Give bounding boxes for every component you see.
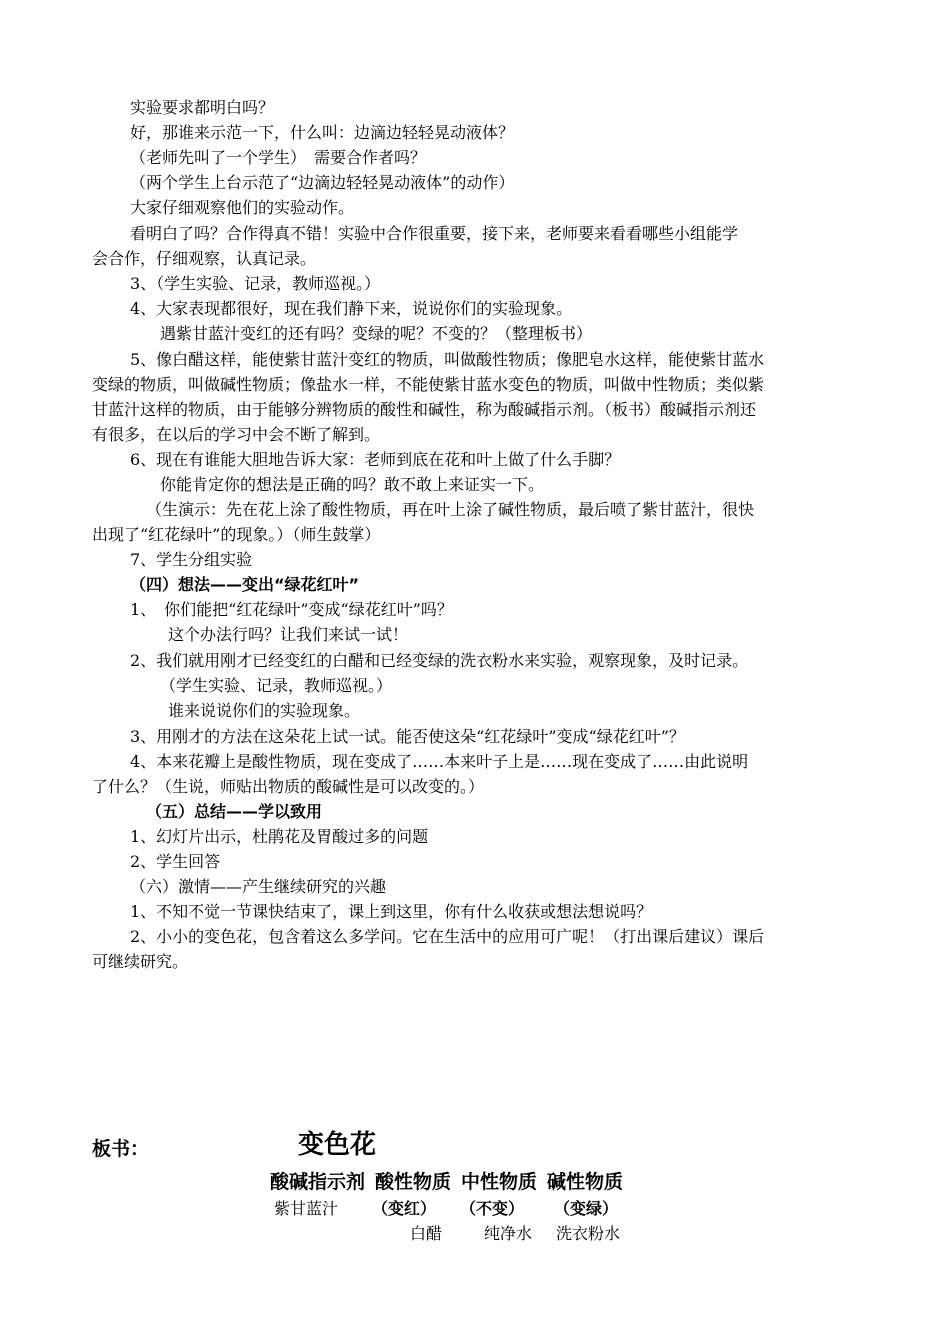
text-line: 4、本来花瓣上是酸性物质，现在变成了……本来叶子上是……现在变成了……由此说明	[130, 752, 749, 771]
board-example: 洗衣粉水	[556, 1224, 621, 1243]
text-line: 1、 你们能把“红花绿叶”变成“绿花红叶”吗？	[130, 600, 453, 619]
board-change: （不变）	[460, 1199, 525, 1218]
board-indicator: 紫甘蓝汁	[274, 1199, 339, 1218]
text-line: （学生实验、记录，教师巡视。）	[160, 676, 393, 695]
board-headers	[270, 1167, 633, 1194]
section-heading: （四）想法——变出“绿花红叶”	[130, 575, 360, 594]
text-line: 3、用刚才的方法在这朵花上试一试。能否使这朵“红花绿叶”变成“绿花红叶”？	[130, 727, 685, 746]
text-line: 3、（学生实验、记录，教师巡视。）	[130, 274, 381, 293]
text-line: （生演示：先在花上涂了酸性物质，再在叶上涂了碱性物质，最后喷了紫甘蓝汁，很快	[146, 500, 755, 519]
text-line: 这个办法行吗？让我们来试一试！	[168, 625, 409, 644]
board-title: 变色花	[298, 1130, 377, 1160]
section-heading: （六）激情——产生继续研究的兴趣	[130, 877, 387, 896]
board-change: （变红）	[372, 1199, 437, 1218]
text-line: （老师先叫了一个学生） 需要合作者吗？	[130, 148, 427, 167]
text-line: 大家仔细观察他们的实验动作。	[130, 198, 355, 217]
text-line: 6、现在有谁能大胆地告诉大家：老师到底在花和叶上做了什么手脚？	[130, 450, 621, 469]
board-label: 板书：	[92, 1138, 150, 1160]
text-line: 遇紫甘蓝汁变红的还有吗？变绿的呢？不变的？（整理板书）	[160, 324, 593, 343]
text-line: 2、我们就用刚才已经变红的白醋和已经变绿的洗衣粉水来实验，观察现象，及时记录。	[130, 651, 749, 670]
text-line: 会合作，仔细观察，认真记录。	[92, 249, 317, 268]
text-line: 看明白了吗？合作得真不错！实验中合作很重要，接下来，老师要来看看哪些小组能学	[130, 224, 739, 243]
text-line: 实验要求都明白吗？	[130, 98, 275, 117]
text-line: 有很多，在以后的学习中会不断了解到。	[92, 425, 381, 444]
text-line: 7、学生分组实验	[130, 550, 253, 569]
section-heading: （五）总结——学以致用	[146, 802, 323, 821]
text-line: 你能肯定你的想法是正确的吗？敢不敢上来证实一下。	[160, 475, 545, 494]
board-header: 酸性物质	[375, 1171, 452, 1193]
text-line: 好，那谁来示范一下，什么叫：边滴边轻轻晃动液体？	[130, 123, 515, 142]
text-line: 1、幻灯片出示，杜鹃花及胃酸过多的问题	[130, 827, 429, 846]
text-line: （两个学生上台示范了“边滴边轻轻晃动液体”的动作）	[130, 173, 515, 192]
text-line: 5、像白醋这样，能使紫甘蓝汁变红的物质，叫做酸性物质；像肥皂水这样，能使紫甘蓝水	[130, 350, 765, 369]
board-example: 白醋	[410, 1224, 443, 1243]
text-line: 1、不知不觉一节课快结束了，课上到这里，你有什么收获或想法想说吗？	[130, 902, 653, 921]
board-header: 中性物质	[461, 1171, 538, 1193]
text-line: 出现了“红花绿叶”的现象。）（师生鼓掌）	[92, 525, 381, 544]
text-line: 2、小小的变色花，包含着这么多学问。它在生活中的应用可广呢！（打出课后建议）课后	[130, 927, 765, 946]
text-line: 了什么？（生说，师贴出物质的酸碱性是可以改变的。）	[92, 777, 485, 796]
text-line: 2、学生回答	[130, 852, 221, 871]
text-line: 可继续研究。	[92, 952, 189, 971]
board-header: 碱性物质	[547, 1171, 624, 1193]
text-line: 4、大家表现都很好，现在我们静下来，说说你们的实验现象。	[130, 299, 573, 318]
board-example: 纯净水	[484, 1224, 533, 1243]
text-line: 谁来说说你们的实验现象。	[168, 701, 361, 720]
text-line: 甘蓝汁这样的物质，由于能够分辨物质的酸性和碱性，称为酸碱指示剂。（板书）酸碱指示剂还	[92, 400, 757, 419]
board-change: （变绿）	[554, 1199, 619, 1218]
text-line: 变绿的物质，叫做碱性物质；像盐水一样，不能使紫甘蓝水变色的物质，叫做中性物质；类似紫	[92, 375, 765, 394]
board-header: 酸碱指示剂	[270, 1171, 366, 1193]
